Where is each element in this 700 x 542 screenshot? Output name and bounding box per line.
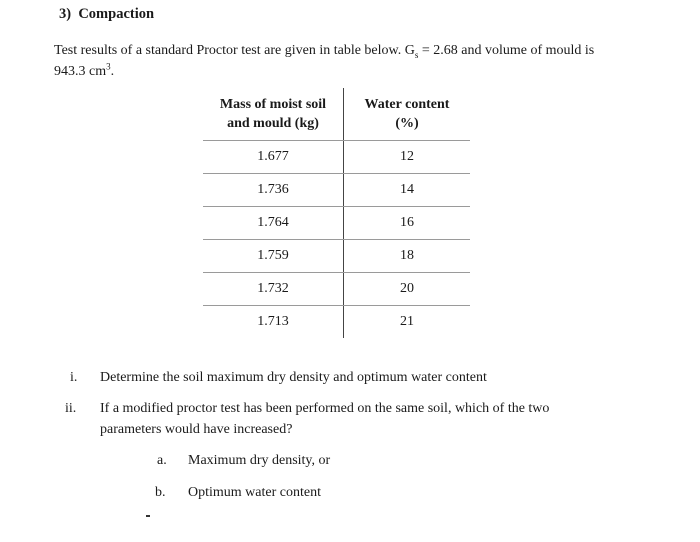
section-heading: 3) Compaction <box>59 6 155 22</box>
intro-text-4: . <box>110 64 115 79</box>
header-water-line1: Water content <box>364 97 450 112</box>
cell-water: 21 <box>400 314 414 329</box>
header-mass-line2: and mould (kg) <box>227 116 319 131</box>
table-row <box>203 273 470 306</box>
question-1-number: i. <box>70 370 78 385</box>
option-a-text: Maximum dry density, or <box>188 453 331 468</box>
question-2-text <box>100 398 640 440</box>
cell-water: 16 <box>344 207 471 240</box>
table-row <box>203 141 470 174</box>
intro-superscript: 3 <box>106 61 111 72</box>
header-water <box>344 88 471 141</box>
intro-text-2: = 2.68 and volume of mould is <box>418 43 595 58</box>
cell-mass: 1.764 <box>203 207 344 240</box>
intro-text-3: 943.3 cm <box>54 64 107 79</box>
question-2-number: ii. <box>65 401 77 416</box>
option-a-label: a. <box>157 453 167 468</box>
intro-subscript: s <box>414 49 419 60</box>
cell-water: 14 <box>344 174 471 207</box>
cell-mass: 1.732 <box>203 273 344 306</box>
header-mass-line1: Mass of moist soil <box>219 97 327 112</box>
question-1-text: Determine the soil maximum dry density and optimum water content <box>100 370 487 385</box>
cell-water: 18 <box>344 240 471 273</box>
header-water-line2: (%) <box>395 116 419 131</box>
cell-mass: 1.759 <box>203 240 344 273</box>
question-2-line1: If a modified proctor test has been performed on the same soil, which of the two <box>100 401 550 416</box>
table-row <box>203 174 470 207</box>
cell-mass: 1.713 <box>203 306 344 339</box>
table-row <box>203 207 470 240</box>
cell-water: 20 <box>344 273 471 306</box>
stray-dash-mark <box>146 515 150 517</box>
proctor-results-table <box>203 88 470 338</box>
header-mass <box>203 88 344 141</box>
intro-paragraph <box>54 40 654 82</box>
proctor-table-container <box>203 88 470 338</box>
question-2-line2: parameters would have increased? <box>100 422 293 437</box>
table-row <box>203 306 470 339</box>
intro-text-1: Test results of a standard Proctor test are given in table below. G <box>54 43 415 58</box>
cell-water: 12 <box>344 141 471 174</box>
option-b-text: Optimum water content <box>188 485 321 500</box>
cell-mass: 1.677 <box>203 141 344 174</box>
table-header-row <box>203 88 470 141</box>
cell-mass: 1.736 <box>203 174 344 207</box>
option-b-label: b. <box>155 485 166 500</box>
table-row <box>203 240 470 273</box>
